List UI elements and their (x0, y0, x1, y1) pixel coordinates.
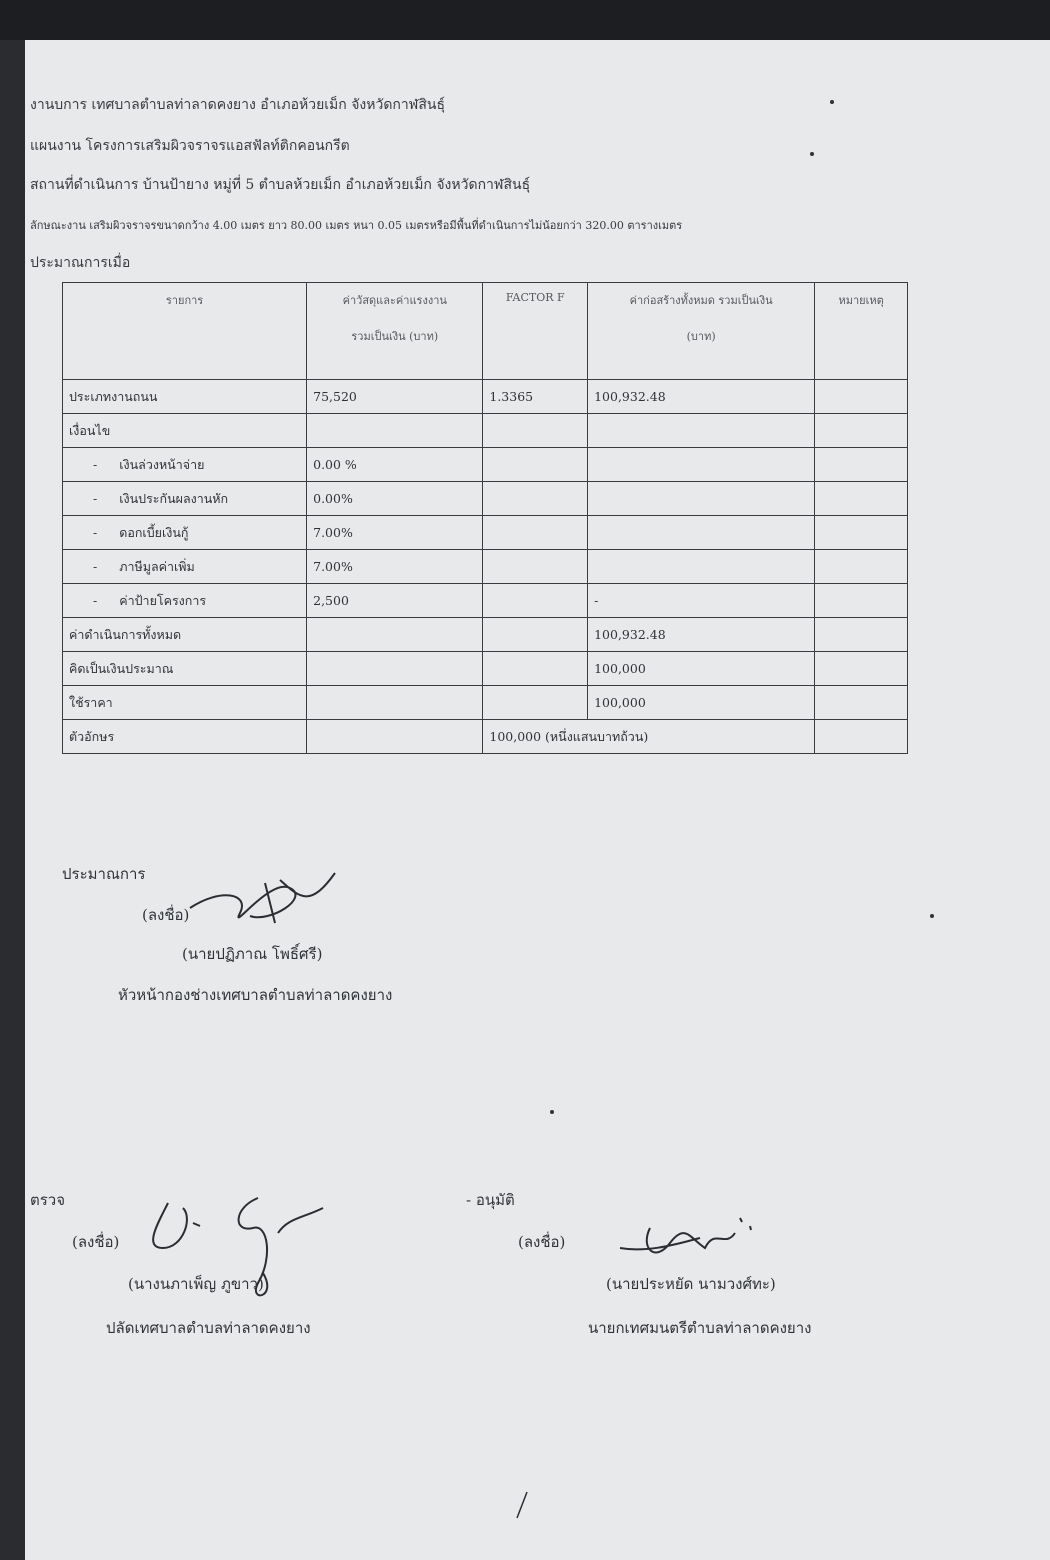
row-note (815, 380, 908, 414)
row-note (815, 448, 908, 482)
scan-speck (830, 100, 834, 104)
estimator-sign-label: (ลงชื่อ) (142, 906, 190, 924)
row-cost (307, 652, 483, 686)
row-total: 100,000 (588, 686, 815, 720)
approver-sign-label: (ลงชื่อ) (518, 1233, 566, 1251)
estimator-signature (180, 868, 340, 928)
row-note (815, 618, 908, 652)
checker-position: ปลัดเทศบาลตำบลท่าลาดคงยาง (106, 1319, 311, 1337)
approver-label: - อนุมัติ (466, 1191, 515, 1209)
row-total: 100,000 (588, 652, 815, 686)
estimate-table (62, 282, 908, 754)
row-total (588, 414, 815, 448)
row-total (588, 482, 815, 516)
header-estimate-date: ประมาณการเมื่อ (30, 255, 131, 271)
row-item: คิดเป็นเงินประมาณ (63, 652, 307, 686)
row-factor (483, 686, 588, 720)
row-note (815, 720, 908, 754)
row-cost: 0.00 % (307, 448, 483, 482)
estimator-name: (นายปฏิภาณ โพธิ์ศรี) (182, 945, 323, 963)
header-total: ค่าก่อสร้างทั้งหมด รวมเป็นเงิน (บาท) (588, 283, 815, 380)
scan-left-binding (0, 40, 22, 1560)
row-note (815, 482, 908, 516)
row-factor (483, 414, 588, 448)
header-plan: แผนงาน โครงการเสริมผิวจราจรแอสฟัลท์ติกคอนกรีต (30, 138, 350, 154)
row-item: - ค่าป้ายโครงการ (63, 584, 307, 618)
approver-position: นายกเทศมนตรีตำบลท่าลาดคงยาง (588, 1319, 812, 1337)
scan-mark (512, 1490, 532, 1520)
row-note (815, 516, 908, 550)
header-item: รายการ (63, 283, 307, 380)
words-empty (307, 720, 483, 754)
row-factor (483, 584, 588, 618)
row-factor (483, 652, 588, 686)
row-note (815, 550, 908, 584)
row-cost: 75,520 (307, 380, 483, 414)
header-factor: FACTOR F (483, 283, 588, 380)
row-item: - เงินล่วงหน้าจ่าย (63, 448, 307, 482)
row-total (588, 550, 815, 584)
row-total: 100,932.48 (588, 380, 815, 414)
row-note (815, 584, 908, 618)
words-value: 100,000 (หนึ่งแสนบาทถ้วน) (483, 720, 815, 754)
row-cost: 7.00% (307, 516, 483, 550)
row-note (815, 414, 908, 448)
table-row (63, 448, 908, 482)
checker-name: (นางนภาเพ็ญ ภูขาว) (128, 1275, 264, 1293)
row-item: - เงินประกันผลงานหัก (63, 482, 307, 516)
scan-speck (550, 1110, 554, 1114)
row-item: ประเภทงานถนน (63, 380, 307, 414)
row-item: - ภาษีมูลค่าเพิ่ม (63, 550, 307, 584)
scan-speck (930, 914, 934, 918)
table-header-row (63, 283, 908, 380)
row-item: - ดอกเบี้ยเงินกู้ (63, 516, 307, 550)
row-item: เงื่อนไข (63, 414, 307, 448)
row-factor (483, 482, 588, 516)
words-label: ตัวอักษร (63, 720, 307, 754)
row-note (815, 686, 908, 720)
row-cost (307, 414, 483, 448)
table-row (63, 618, 908, 652)
row-factor (483, 516, 588, 550)
table-row-words (63, 720, 908, 754)
estimator-position: หัวหน้ากองช่างเทศบาลตำบลท่าลาดคงยาง (118, 986, 393, 1004)
header-cost: ค่าวัสดุและค่าแรงงาน รวมเป็นเงิน (บาท) (307, 283, 483, 380)
row-factor (483, 618, 588, 652)
table-row (63, 414, 908, 448)
table-row (63, 686, 908, 720)
row-total (588, 516, 815, 550)
row-cost: 2,500 (307, 584, 483, 618)
row-item: ใช้ราคา (63, 686, 307, 720)
approver-signature (610, 1208, 760, 1268)
scan-speck (810, 152, 814, 156)
table-row (63, 652, 908, 686)
row-total (588, 448, 815, 482)
header-note: หมายเหตุ (815, 283, 908, 380)
table-row (63, 380, 908, 414)
approver-name: (นายประหยัด นามวงศ์ทะ) (606, 1275, 776, 1293)
row-factor (483, 448, 588, 482)
row-cost (307, 618, 483, 652)
header-work-description: ลักษณะงาน เสริมผิวจราจรขนาดกว้าง 4.00 เมตร ยาว 80.00 เมตร หนา 0.05 เมตรหรือมีพื้นที่ดำเนินการไม่น้อยกว่า 320.00 ตารางเมตร (30, 219, 683, 232)
row-cost: 0.00% (307, 482, 483, 516)
row-total: - (588, 584, 815, 618)
table-row (63, 516, 908, 550)
row-cost (307, 686, 483, 720)
checker-sign-label: (ลงชื่อ) (72, 1233, 120, 1251)
row-total: 100,932.48 (588, 618, 815, 652)
table-row (63, 482, 908, 516)
row-note (815, 652, 908, 686)
table-row (63, 550, 908, 584)
row-factor: 1.3365 (483, 380, 588, 414)
table-row (63, 584, 908, 618)
row-cost: 7.00% (307, 550, 483, 584)
header-organization: งานบการ เทศบาลตำบลท่าลาดคงยาง อำเภอห้วยเม็ก จังหวัดกาฬสินธุ์ (30, 97, 445, 113)
row-factor (483, 550, 588, 584)
header-location: สถานที่ดำเนินการ บ้านป้ายาง หมู่ที่ 5 ตำบลห้วยเม็ก อำเภอห้วยเม็ก จังหวัดกาฬสินธุ์ (30, 177, 531, 193)
checker-label: ตรวจ (30, 1191, 66, 1209)
row-item: ค่าดำเนินการทั้งหมด (63, 618, 307, 652)
estimator-label: ประมาณการ (62, 865, 146, 883)
